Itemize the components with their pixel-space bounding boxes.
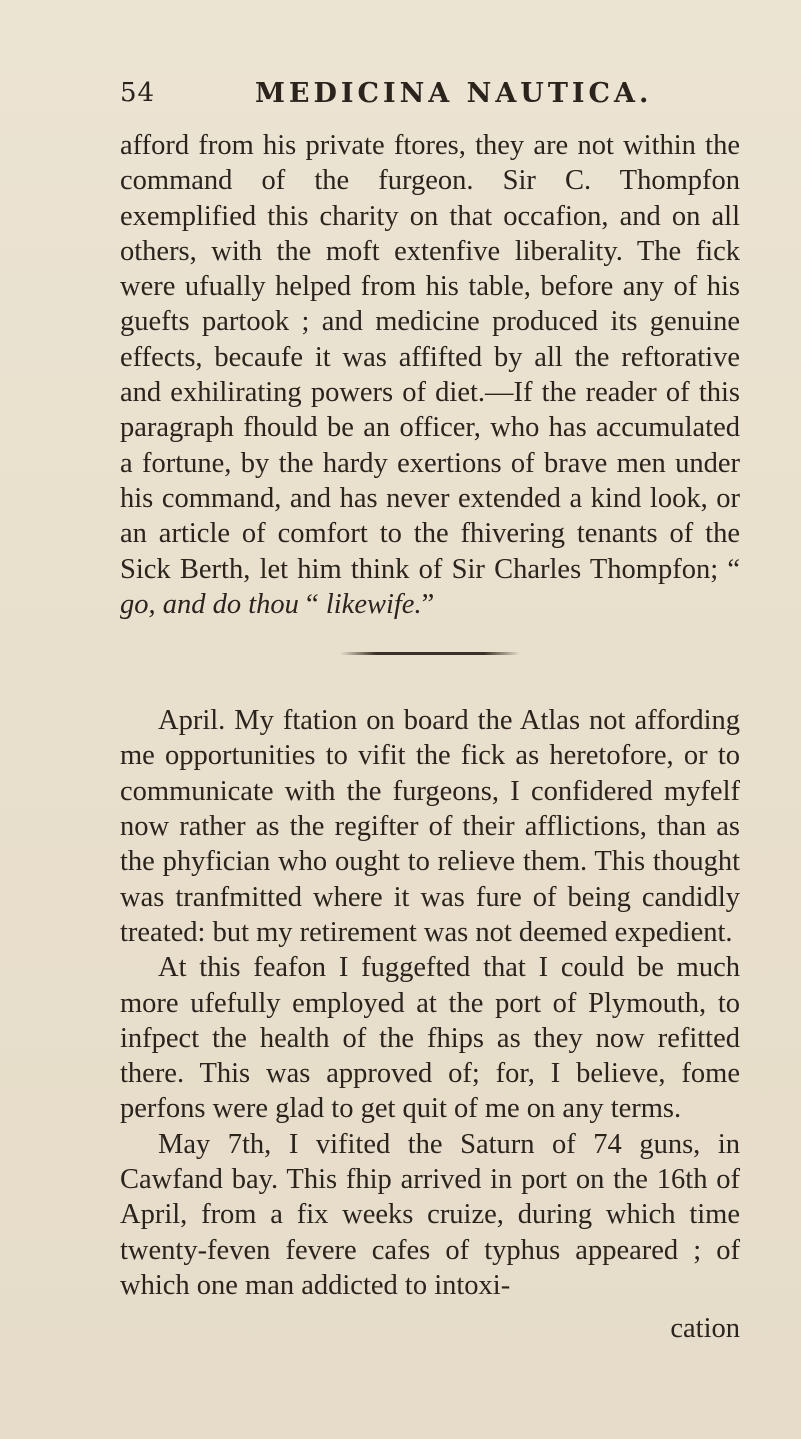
running-title: MEDICINA NAUTICA. [255,78,653,109]
paragraph-1 [120,128,740,622]
paragraph-4: May 7th, I vifited the Saturn of 74 guns, in Cawfand bay. This fhip arrived in port on the 16th of April, from a fix weeks cruize, during which time twenty-feven fevere cafes of typhus appeared ; of which one man addicted to intoxi- [120,1128,740,1301]
page-number: 54 [120,78,156,108]
paragraph-1-italic-quote: go, and do thou [120,588,299,620]
paragraph-1-text: afford from his private ftores, they are not within the command of the furgeon. Sir C. Thompfon exemplified this charity on that occafion, and on all others, with the moft extenfive liberality. The fick were ufually helped from his table, before any of his guefts partook ; and medicine produced its genuine effects, becaufe it was affifted by all the reftorative and exhilirating powers of diet.—If the reader of this paragraph fhould be an officer, who has accumulated a fortune, by the hardy exertions of brave men under his command, and has never extended a kind look, or an article of comfort to the fhivering tenants of the Sick Berth, let him think of Sir Charles Thompfon; “ [120,130,740,585]
paragraph-2: April. My ftation on board the Atlas not affording me opportunities to vifit the fick as heretofore, or to communicate with the furgeons, I confidered myfelf now rather as the regifter of their afflictions, than as the phyfician who ought to relieve them. This thought was tranfmitted where it was fure of being candidly treated: but my retirement was not deemed expedient. [120,705,740,948]
paragraph-1-quote-mark: “ [298,588,326,620]
body-text [120,128,740,1303]
catchword: cation [670,1313,740,1344]
running-head [120,78,740,118]
paragraph-3: At this feafon I fuggefted that I could be much more ufefully employed at the port of Plymouth, to infpect the health of the fhips as they now refitted there. This was approved of; for, I believe, fome perfons were glad to get quit of me on any terms. [120,952,740,1125]
paragraph-1-closing-quote: ” [421,588,435,620]
paragraph-1-italic-quote-end: likewife. [325,588,422,620]
section-divider [340,652,520,655]
